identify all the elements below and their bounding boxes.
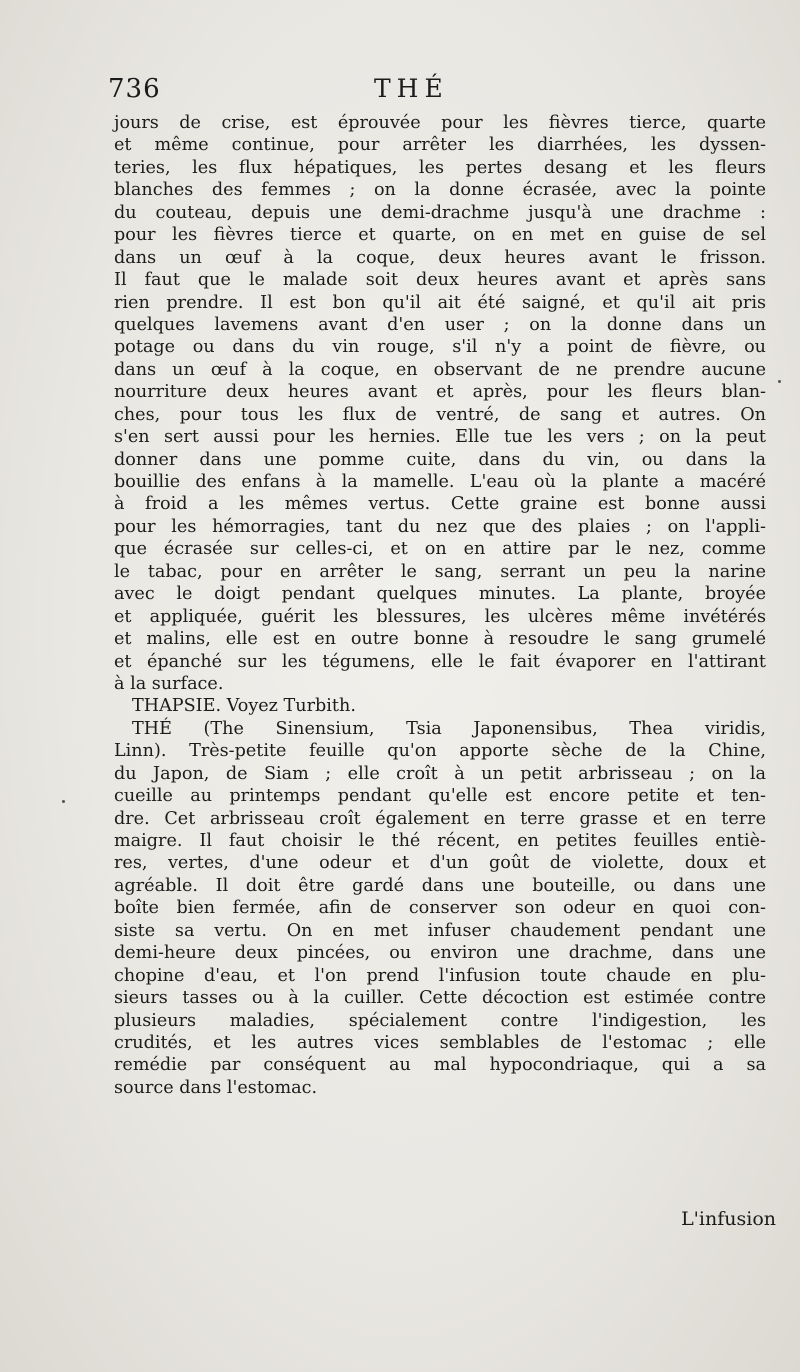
text-line: avec le doigt pendant quelques minutes. La plante, broyée: [114, 584, 766, 605]
text-line: que écrasée sur celles-ci, et on en attire par le nez, comme: [114, 539, 766, 560]
text-line: demi-heure deux pincées, ou environ une drachme, dans une: [114, 943, 766, 964]
text-line: plusieurs maladies, spécialement contre l'indigestion, les: [114, 1010, 766, 1031]
text-line: chopine d'eau, et l'on prend l'infusion toute chaude en plu-: [114, 965, 766, 986]
text-line: quelques lavemens avant d'en user ; on la donne dans un: [114, 314, 766, 335]
text-line: dans un œuf à la coque, deux heures avant le frisson.: [114, 247, 766, 268]
text-line: pour les fièvres tierce et quarte, on en met en guise de sel: [114, 225, 766, 246]
text-line: blanches des femmes ; on la donne écrasée, avec la pointe: [114, 180, 766, 201]
catchword: L'infusion: [681, 1208, 776, 1230]
text-line: et épanché sur les tégumens, elle le fait évaporer en l'attirant: [114, 651, 766, 672]
text-line: Linn). Très-petite feuille qu'on apporte sèche de la Chine,: [114, 741, 766, 762]
ink-speck: [778, 380, 781, 383]
text-line: et même continue, pour arrêter les diarrhées, les dyssen-: [114, 135, 766, 156]
text-line: cueille au printemps pendant qu'elle est encore petite et ten-: [114, 786, 766, 807]
text-line: maigre. Il faut choisir le thé récent, en petites feuilles entiè-: [114, 831, 766, 851]
text-line: rien prendre. Il est bon qu'il ait été saigné, et qu'il ait pris: [114, 292, 766, 313]
text-line: teries, les flux hépatiques, les pertes desang et les fleurs: [114, 157, 766, 178]
text-line: sieurs tasses ou à la cuiller. Cette décoction est estimée contre: [114, 988, 766, 1009]
text-line: du Japon, de Siam ; elle croît à un petit arbrisseau ; on la: [114, 763, 766, 784]
text-line: à la surface.: [114, 673, 224, 694]
text-line: bouillie des enfans à la mamelle. L'eau où la plante a macéré: [114, 472, 766, 492]
entry-heading-the: THÉ (The Sinensium, Tsia Japonensibus, Thea viridis,: [132, 718, 766, 739]
body-text: [114, 112, 766, 1099]
text-line: potage ou dans du vin rouge, s'il n'y a point de fièvre, ou: [114, 337, 766, 358]
text-line: remédie par conséquent au mal hypocondriaque, qui a sa: [114, 1055, 766, 1076]
running-head: THÉ: [374, 74, 449, 103]
text-line: res, vertes, d'une odeur et d'un goût de violette, doux et: [114, 853, 766, 874]
text-line: siste sa vertu. On en met infuser chaudement pendant une: [114, 920, 766, 941]
text-line: du couteau, depuis une demi-drachme jusqu'à une drachme :: [114, 202, 766, 223]
text-line: à froid a les mêmes vertus. Cette graine est bonne aussi: [114, 494, 766, 515]
page-number: 736: [108, 74, 161, 104]
text-line: nourriture deux heures avant et après, pour les fleurs blan-: [114, 382, 766, 403]
text-line: boîte bien fermée, afin de conserver son odeur en quoi con-: [114, 898, 766, 919]
text-line: dre. Cet arbrisseau croît également en terre grasse et en terre: [114, 808, 766, 829]
text-line: ches, pour tous les flux de ventré, de sang et autres. On: [114, 404, 766, 425]
text-line: et malins, elle est en outre bonne à resoudre le sang grumelé: [114, 629, 766, 650]
text-line: jours de crise, est éprouvée pour les fièvres tierce, quarte: [114, 113, 766, 133]
text-line: crudités, et les autres vices semblables de l'estomac ; elle: [114, 1032, 766, 1053]
text-line: donner dans une pomme cuite, dans du vin, ou dans la: [114, 449, 766, 470]
entry-heading-thapsie: THAPSIE. Voyez Turbith.: [132, 696, 356, 717]
text-line: agréable. Il doit être gardé dans une bouteille, ou dans une: [114, 875, 766, 896]
ink-speck: [62, 800, 65, 803]
text-line: le tabac, pour en arrêter le sang, serrant un peu la narine: [114, 561, 766, 582]
text-line: et appliquée, guérit les blessures, les ulcères même invétérés: [114, 606, 766, 627]
text-line: pour les hémorragies, tant du nez que des plaies ; on l'appli-: [114, 516, 766, 537]
text-line: Il faut que le malade soit deux heures avant et après sans: [114, 270, 766, 291]
text-line: s'en sert aussi pour les hernies. Elle tue les vers ; on la peut: [114, 427, 766, 448]
text-line: source dans l'estomac.: [114, 1077, 318, 1098]
text-line: dans un œuf à la coque, en observant de ne prendre aucune: [114, 359, 766, 380]
